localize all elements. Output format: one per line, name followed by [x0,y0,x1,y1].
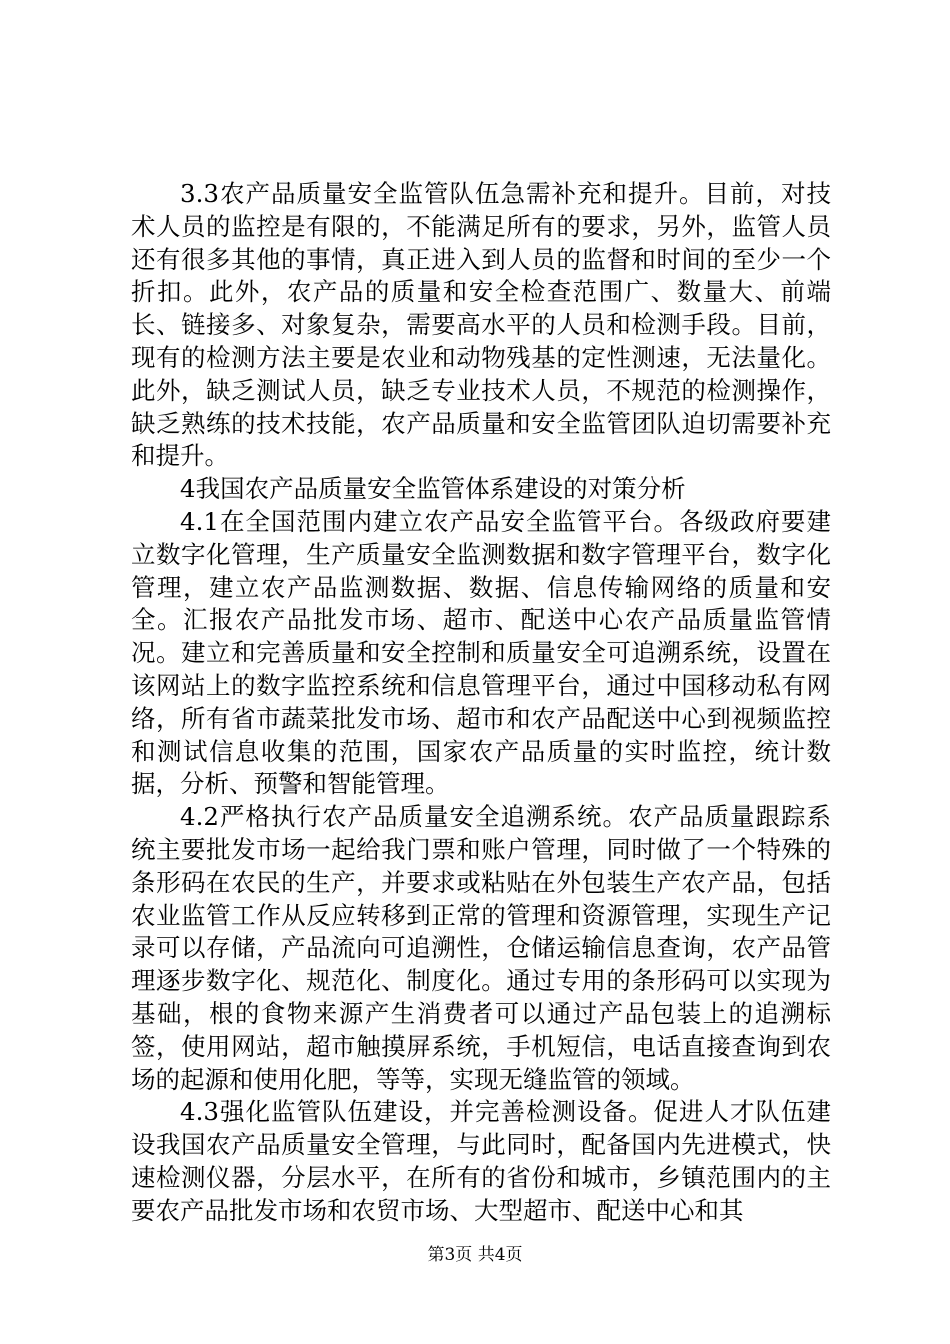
paragraph-3-3: 3.3农产品质量安全监管队伍急需补充和提升。目前，对技术人员的监控是有限的，不能满足所有的要求，另外，监管人员还有很多其他的事情，真正进入到人员的监督和时间的至少一个折扣。此外，农产品的质量和安全检查范围广、数量大、前端长、链接多、对象复杂，需要高水平的人员和检测手段。目前，现有的检测方法主要是农业和动物残基的定性测速，无法量化。此外，缺乏测试人员，缺乏专业技术人员，不规范的检测操作，缺乏熟练的技术技能，农产品质量和安全监管团队迫切需要补充和提升。 [131,179,831,471]
paragraph-4-2: 4.2严格执行农产品质量安全追溯系统。农产品质量跟踪系统主要批发市场一起给我门票和账户管理，同时做了一个特殊的条形码在农民的生产，并要求或粘贴在外包装生产农产品，包括农业监管工作从反应转移到正常的管理和资源管理，实现生产记录可以存储，产品流向可追溯性，仓储运输信息查询，农产品管理逐步数字化、规范化、制度化。通过专用的条形码可以实现为基础，根的食物来源产生消费者可以通过产品包装上的追溯标签，使用网站，超市触摸屏系统，手机短信，电话直接查询到农场的起源和使用化肥，等等，实现无缝监管的领域。 [131,802,831,1094]
paragraph-4-3: 4.3强化监管队伍建设，并完善检测设备。促进人才队伍建设我国农产品质量安全管理，与此同时，配备国内先进模式，快速检测仪器，分层水平，在所有的省份和城市，乡镇范围内的主要农产品批发市场和农贸市场、大型超市、配送中心和其 [131,1097,831,1225]
paragraph-4-1: 4.1在全国范围内建立农产品安全监管平台。各级政府要建立数字化管理，生产质量安全监测数据和数字管理平台，数字化管理，建立农产品监测数据、数据、信息传输网络的质量和安全。汇报农产品批发市场、超市、配送中心农产品质量监管情况。建立和完善质量和安全控制和质量安全可追溯系统，设置在该网站上的数字监控系统和信息管理平台，通过中国移动私有网络，所有省市蔬菜批发市场、超市和农产品配送中心到视频监控和测试信息收集的范围，国家农产品质量的实时监控，统计数据，分析、预警和智能管理。 [131,506,831,799]
section-heading-4: 4我国农产品质量安全监管体系建设的对策分析 [180,474,686,504]
document-body [131,178,831,1228]
page-footer: 第3页 共4页 [427,1245,523,1265]
